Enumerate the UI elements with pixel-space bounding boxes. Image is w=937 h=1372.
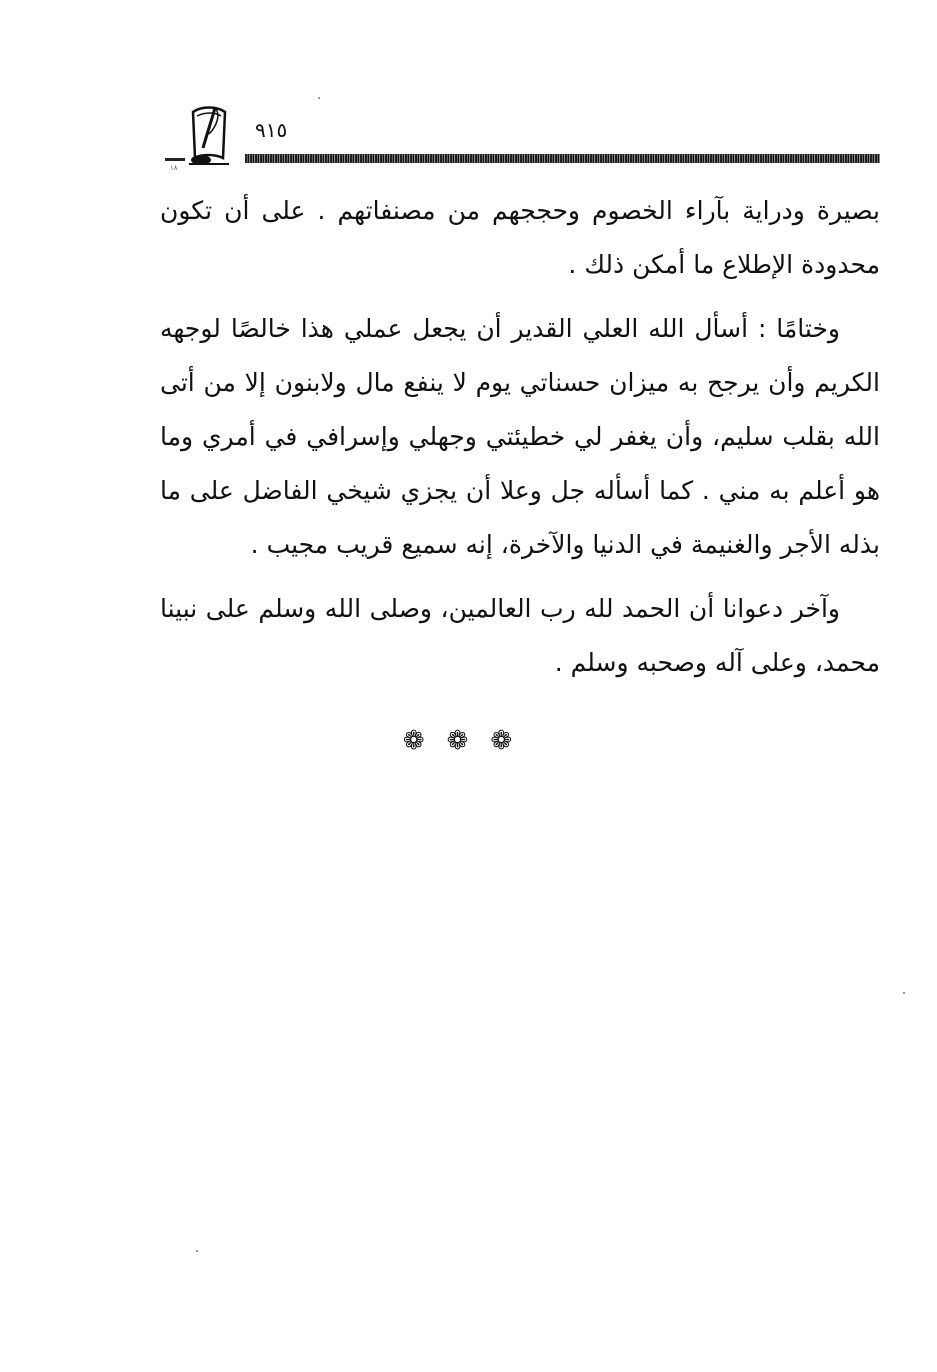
scan-speck [318,97,320,99]
scan-speck [196,1250,198,1252]
paragraph-closing-prayer: وختامًا : أسأل الله العلي القدير أن يجعل عملي هذا خالصًا لوجهه الكريم وأن يرجح به ميزان حسناتي يوم لا ينفع مال ولابنون إلا من أتى الله بقلب سليم، وأن يغفر لي خطيئتي وجهلي وإسرافي في أمري وما هو أعلم به مني . كما أسأله جل وعلا أن يجزي شيخي الفاضل على ما بذله الأجر والغنيمة في الدنيا والآخرة، إنه سميع قريب مجيب . [160,314,880,559]
body-text [160,184,880,690]
page-number: ٩١٥ [255,118,288,142]
paragraph-final-dua: وآخر دعوانا أن الحمد لله رب العالمين، وصلى الله وسلم على نبينا محمد، وعلى آله وصحبه وسلم . [160,594,880,677]
header-rule [245,154,880,163]
paragraph-intro-continuation: بصيرة ودراية بآراء الخصوم وحججهم من مصنفاتهم . على أن تكون محدودة الإطلاع ما أمكن ذلك . [160,196,880,279]
header-rule-left [165,158,185,161]
scan-speck [903,992,905,994]
quill-scroll-ornament-icon [187,104,231,168]
header-small-mark: ١٨ [170,164,178,172]
page-header [165,100,880,170]
section-separator-stars: ❁❁❁ [402,726,535,756]
